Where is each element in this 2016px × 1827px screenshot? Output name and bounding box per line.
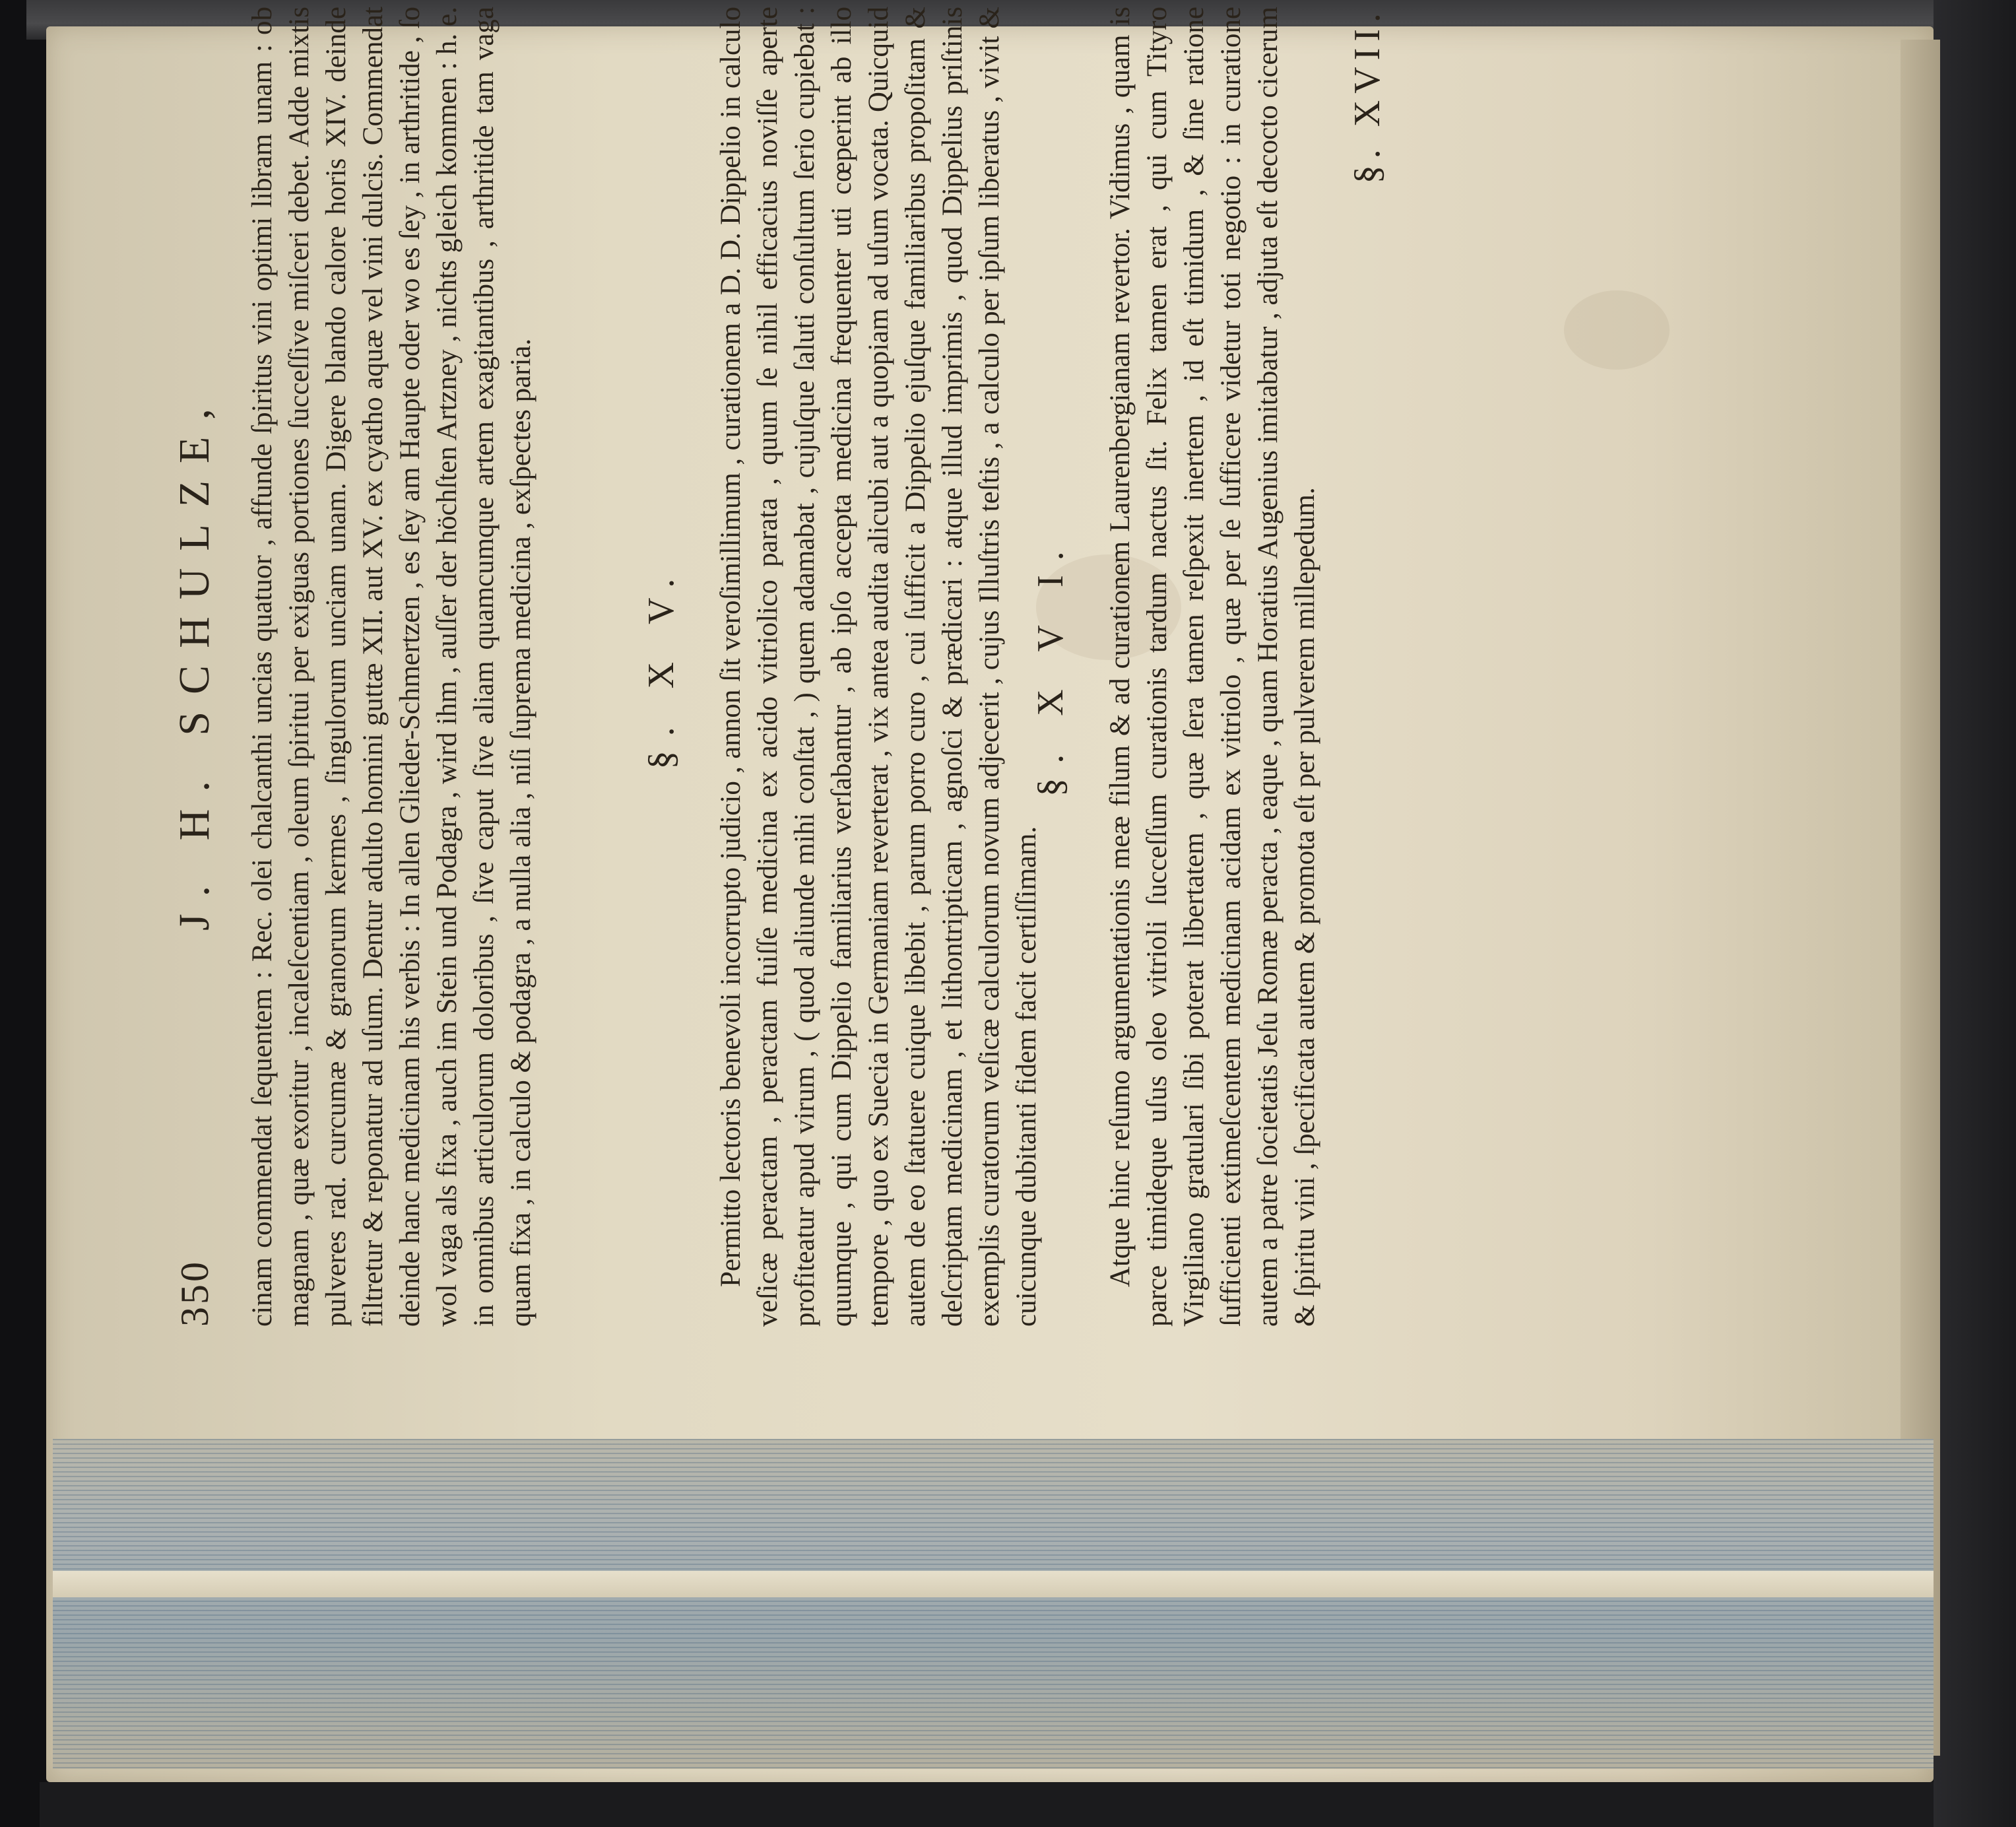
book-cover-right: [1934, 0, 2016, 1827]
catchword: §. XVII.: [1347, 7, 1388, 184]
section-heading-xv: §. X V.: [641, 564, 682, 770]
text-block-2: [713, 7, 1045, 1327]
page-block-edge: [53, 1439, 1934, 1769]
paragraph: Permitto lectoris benevoli incorrupto judicio , annon ſit veroſimillimum , curationem a D. D. Dippelio in calculo veſicæ peractam , peractam fuiſſe medicina ex acido vitriolico parata , quum ſe nihil efficacius noviſſe aperte profiteatur apud virum , ( quod aliunde mihi conſtat , ) quem adamabat , cujuſque ſaluti conſultum ſerio cupiebat : quumque , qui cum Dippelio familiarius verſabantur , ab ipſo accepta medicina frequenter uti cœperint ab illo tempore , quo ex Suecia in Germaniam reverterat , vix antea audita alicubi aut a quopiam ad uſum vocata. Quicquid autem de eo ſtatuere cuique libebit , parum porro curo , cui ſufficit a Dippelio ejuſque familiaribus propoſitam & deſcriptam medicinam , et lithontripticam , agnoſci & prædicari : atque illud imprimis , quod Dippelius priſtinis exemplis curatorum veſicæ calculorum novum adjecerit , cujus Illuſtris teſtis , a calculo per ipſum liberatus , vivit & cuicunque dubitanti fidem facit certiſſimam.: [715, 7, 1042, 1327]
paragraph: cinam commendat ſequentem : Rec. olei chalcanthi uncias quatuor , affunde ſpiritus vini optimi libram unam : ob magnam , quæ exoritur , incaleſcentiam , oleum ſpiritui per exiguas portiones ſucceſſive miſceri debet. Adde mixtis pulveres rad. curcumæ & granorum kermes , ſingulorum unciam unam. Digere blando calore horis XIV. deinde filtretur & reponatur ad uſum. Dentur adulto homini guttæ XII. aut XV. ex cyatho aquæ vel vini dulcis. Commendat deinde hanc medicinam his verbis : In allen Glieder-Schmertzen , es ſey am Haupte oder wo es ſey , in arthritide , ſo wol vaga als fixa , auch im Stein und Podagra , wird ihm , auſſer der höchſten Artzney , nichts gleich kommen : h. e. in omnibus articulorum doloribus , ſive caput ſive aliam quamcumque artem exagitantibus , arthritide tam vaga quam fixa , in calculo & podagra , a nulla alia , niſi ſuprema medicina , exſpectes paria.: [247, 7, 537, 1327]
text-block-3: [1102, 7, 1324, 1327]
paragraph: Atque hinc reſumo argumentationis meæ filum & ad curationem Laurenbergianam revertor. Vidimus , quam is parce timideque uſus oleo vitrioli ſucceſſum curationis tardum nactus ſit. Felix tamen erat , qui cum Tityro Virgiliano gratulari ſibi poterat libertatem , quæ ſera tamen reſpexit inertem , id eſt timidum , & ſine ratione ſufficienti extimeſcentem medicinam acidam ex vitriolo , quæ per ſe ſufficere videtur toti negotio : in curatione autem a patre ſocietatis Jeſu Romæ peracta , eaque , quam Horatius Augenius imitabatur , adjuta eſt decocto cicerum & ſpiritu vini , ſpecificata autem & promota eſt per pulverem millepedum.: [1105, 6, 1320, 1327]
book-cover-bottom: [40, 1782, 1934, 1827]
page-block-band: [53, 1571, 1934, 1597]
paper-stain: [1564, 290, 1670, 370]
page-text-area: [158, 0, 1412, 1327]
section-heading-xvi: §. X V I.: [1030, 537, 1071, 797]
text-block-1: [244, 7, 540, 1327]
page-number: 350: [173, 1259, 216, 1327]
author-heading: J. H. SCHULZE,: [170, 391, 218, 931]
running-head: [158, 0, 231, 1327]
